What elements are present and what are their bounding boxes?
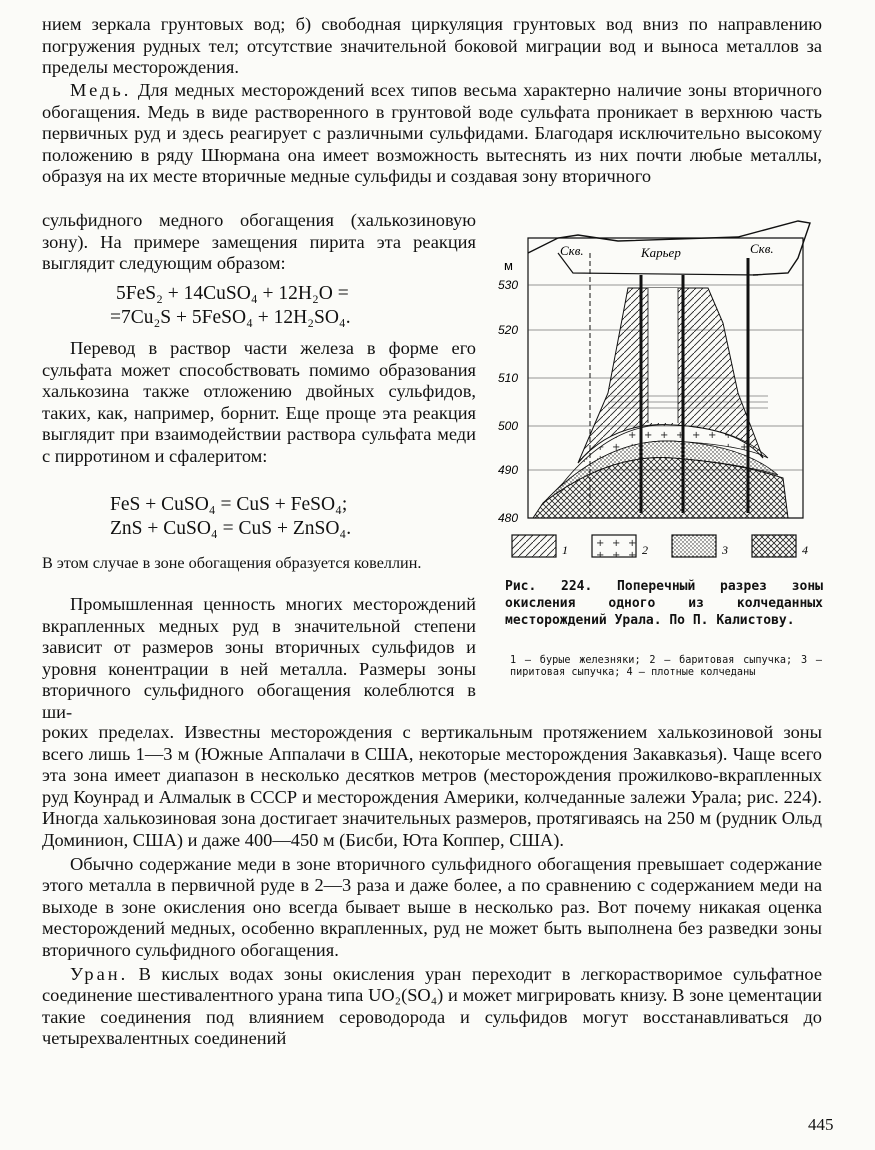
copper-paragraph-5: Обычно содержание меди в зоне вторичного сульфидного обогащения превышает содержание этого металла в первичной руде в 2—3 раза и даже более, а по сравнению с содержанием меди на выходе в зоне окисления оно всегда бывает выше в несколько раз. Вот почему никакая оценка месторождений медных, особенно вкрапленных, руд не может быть выполнена без разведки зоны вторичного сульфидного обогащения. [42, 853, 822, 960]
copper-paragraph-4-cont: роких пределах. Известны месторождения с вертикальным протяжением халькозиновой зоны всего лишь 1—3 м (Южные Аппалачи в США, некоторые месторождения Закавказья). Чаще всего эта зона имеет диапазон в несколько десятков метров (месторождения прожилково-вкрапленных руд Коунрад и Алмалык в СССР и месторождения Америки, колчеданные залежи Урала; рис. 224). Иногда халькозиновая зона достигает значительных размеров, протягиваясь на 250 м (рудник Ольд Доминион, США) и даже 400—450 м (Бисби, Юта Коппер, США). [42, 722, 822, 850]
y-tick-530: 530 [498, 278, 519, 292]
figure-caption: Рис. 224. Поперечный разрез зоны окисления одного из колчеданных месторождений Урала. По П. Калистову. [505, 579, 823, 628]
legend-4: 4 [802, 543, 808, 557]
copper-paragraph-2: Перевод в раствор части железа в форме его сульфата может способствовать помимо образования халькозина также отложению двойных сульфидов, таких, как, например, борнит. Еще проще эта реакция выглядит при взаимодействии раствора сульфата меди с пирротином и сфалеритом: [42, 338, 476, 466]
copper-paragraph-1-cont: сульфидного медного обогащения (халькозиновую зону). На примере замещения пирита эта реакция выглядит следующим образом: [42, 210, 476, 274]
copper-paragraph-1: Для медных месторождений всех типов весьма характерно наличие зоны вторичного обогащения. Медь в виде растворенного в грунтовой воде сульфата проникает в верхнюю часть первичных руд и здесь реагирует с различными сульфидами. Благодаря исключительно высокому положению в ряду Шюрмана она имеет возможность вытеснять из них почти любые металлы, образуя на их месте вторичные медные сульфиды и создавая зону вторичного [42, 80, 822, 187]
uranium-paragraph-1: В кислых водах зоны окисления уран переходит в легкорастворимое сульфатное соединение шестивалентного урана типа UO₂(SO₄) и может мигрировать книзу. В зоне цементации такие соединения под влиянием сероводорода и сульфидов могут восстанавливаться до четырехвалентных соединений [42, 963, 822, 1049]
legend-1: 1 [562, 543, 568, 557]
legend-2: 2 [642, 543, 648, 557]
y-tick-500: 500 [498, 419, 519, 433]
equation-1-line-1: 5FeS₂ + 14CuSO₄ + 12H₂O = [116, 283, 349, 304]
label-skv-right: Скв. [750, 241, 774, 256]
label-quarry: Карьер [641, 245, 681, 260]
copper-heading: Медь. [70, 80, 132, 100]
page-number: 445 [808, 1115, 834, 1134]
equation-2-line-1: FeS + CuSO₄ = CuS + FeSO₄; [110, 494, 348, 515]
uranium-heading: Уран. [70, 963, 129, 984]
copper-paragraph-4: Промышленная ценность многих месторождений вкрапленных медных руд в значительной степени зависит от размеров зоны вторичных сульфидов и уровня конентрации в ней металла. Размеры зоны вторичного сульфидного обогащения колеблются в ши- [42, 594, 476, 722]
copper-section [42, 80, 822, 188]
legend-3: 3 [722, 543, 728, 557]
label-skv-left: Скв. [560, 243, 584, 258]
axis-unit: м [504, 258, 513, 273]
copper-left-column [42, 210, 476, 275]
y-tick-510: 510 [498, 371, 519, 385]
copper-lower-section [42, 722, 822, 1050]
equation-2-line-2: ZnS + CuSO₄ = CuS + ZnSO₄. [110, 518, 352, 539]
y-tick-480: 480 [498, 511, 519, 525]
uranium-paragraph [42, 964, 822, 1050]
equation-1-line-2: =7Cu₂S + 5FeSO₄ + 12H₂SO₄. [110, 307, 351, 328]
intro-paragraph: нием зеркала грунтовых вод; б) свободная циркуляция грунтовых вод вниз по направлению погружения рудных тел; отсутствие значительной боковой миграции вод и выноса металлов за пределы месторождения. [42, 14, 822, 78]
y-tick-490: 490 [498, 463, 519, 477]
figure-legend-text: 1 — бурые железняки; 2 — баритовая сыпучка; 3 — пиритовая сыпучка; 4 — плотные колчеданы [510, 655, 822, 678]
copper-paragraph-3: В этом случае в зоне обогащения образуется ковеллин. [42, 554, 422, 572]
y-tick-520: 520 [498, 323, 519, 337]
cross-section-figure [498, 213, 828, 568]
